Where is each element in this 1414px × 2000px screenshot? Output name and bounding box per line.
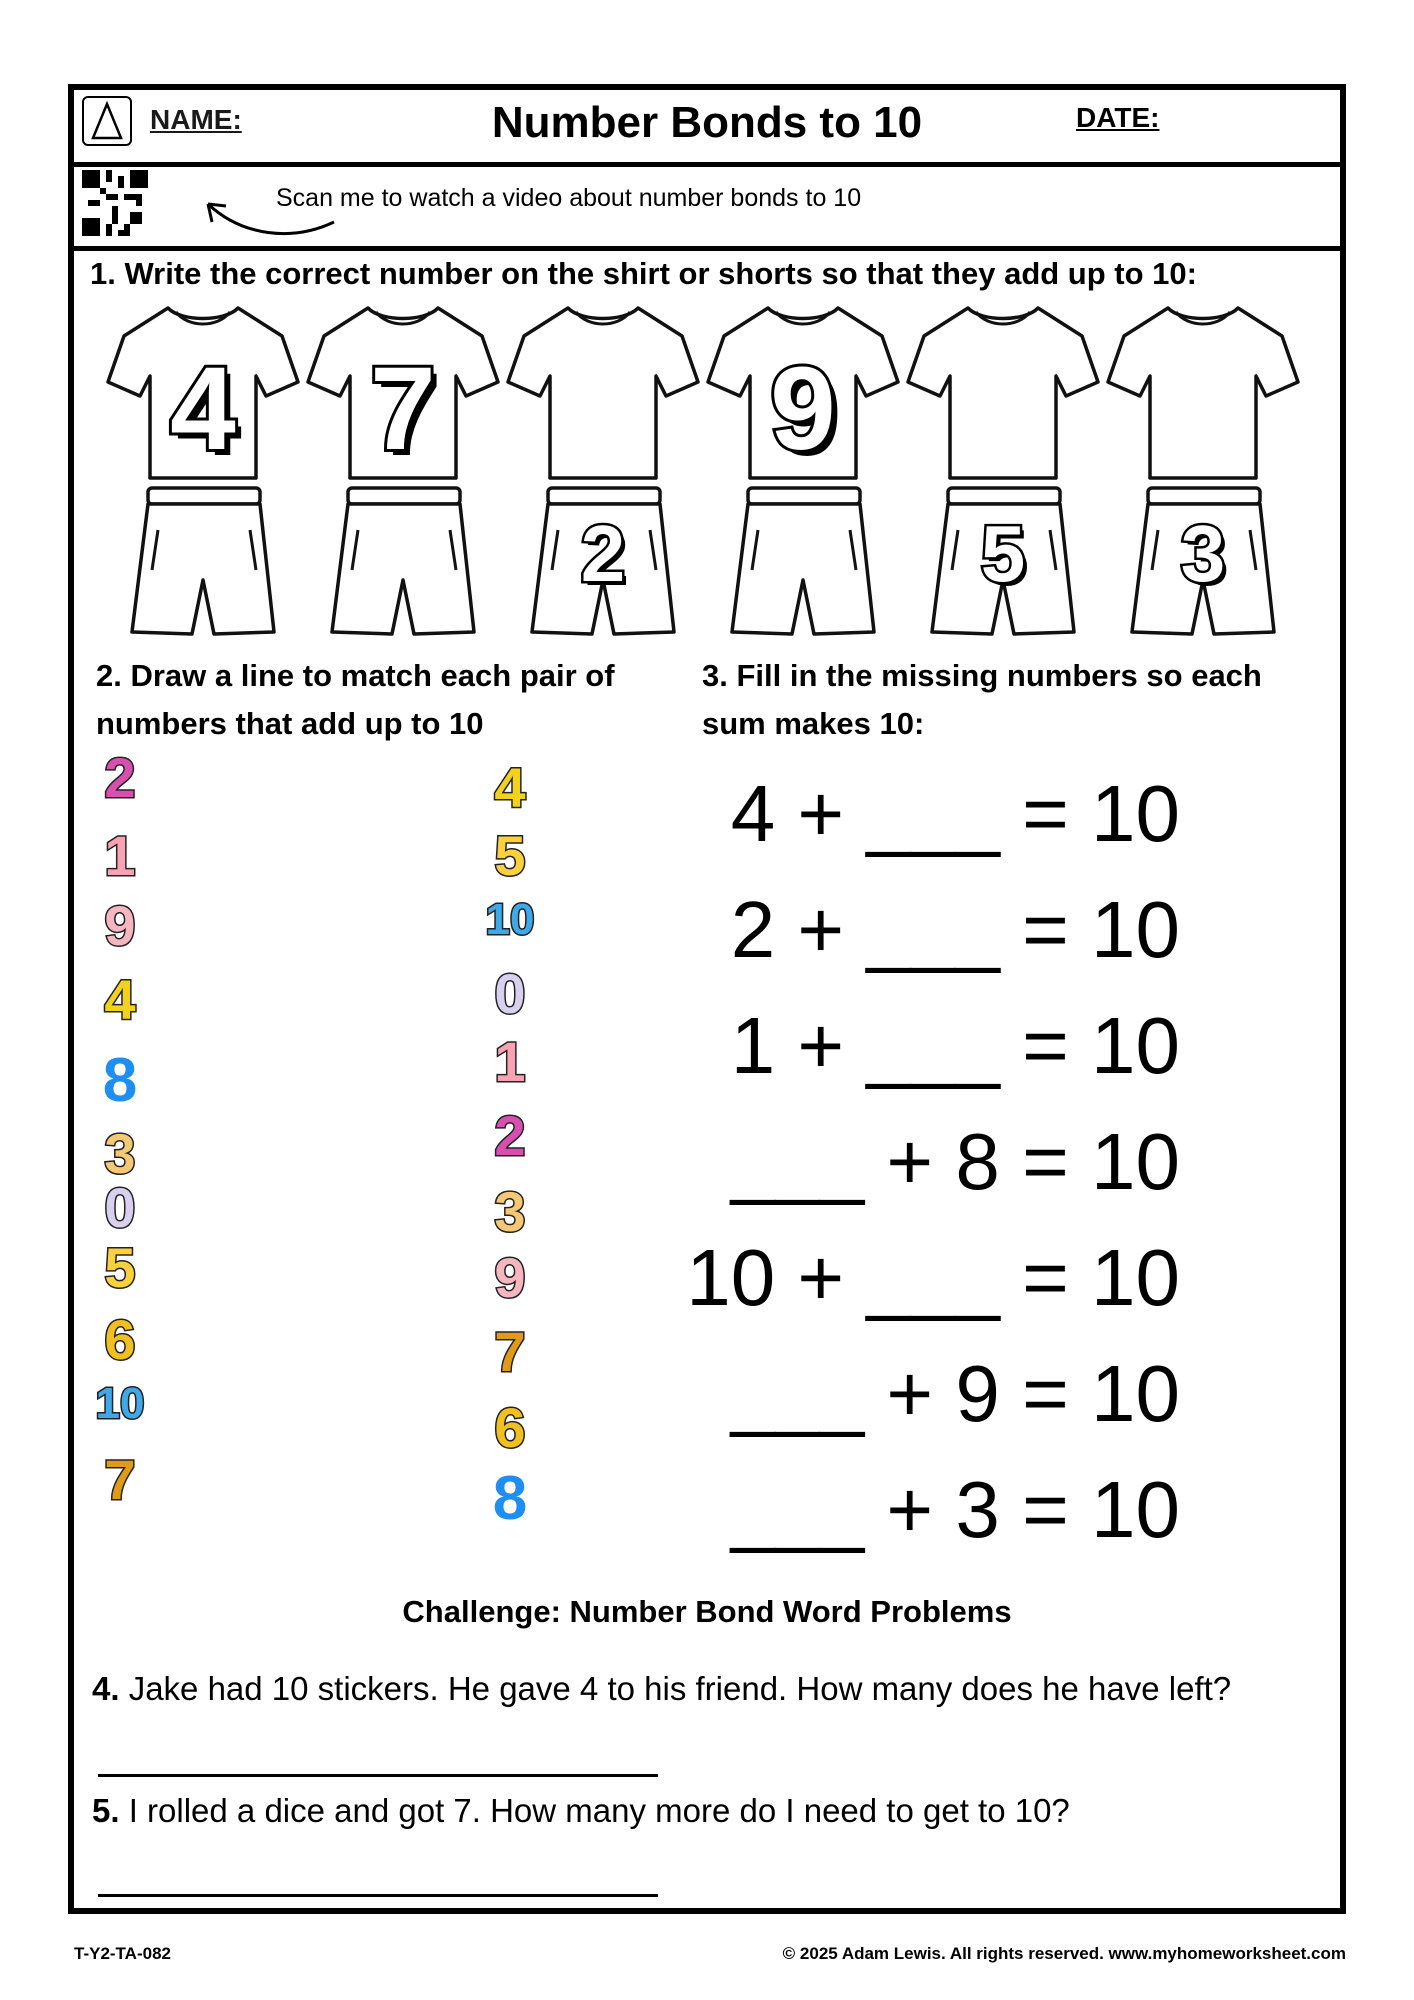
match-right-number[interactable]: 5 bbox=[494, 824, 526, 887]
shorts-number: 2 bbox=[580, 509, 626, 598]
match-left-number[interactable]: 3 bbox=[104, 1122, 136, 1185]
match-left-number[interactable]: 9 bbox=[104, 894, 136, 957]
match-left-number[interactable]: 6 bbox=[104, 1308, 136, 1371]
problem-number: 5. bbox=[92, 1792, 120, 1829]
challenge-title: Challenge: Number Bond Word Problems bbox=[402, 1594, 1012, 1629]
equation[interactable]: ___ + 8 = 10 bbox=[730, 1117, 1180, 1206]
kit-4 bbox=[706, 300, 900, 644]
match-right-number[interactable]: 1 bbox=[494, 1030, 526, 1093]
problem-text: I rolled a dice and got 7. How many more do I need to get to 10? bbox=[119, 1792, 1070, 1829]
equation[interactable]: 2 + ___ = 10 bbox=[730, 885, 1180, 974]
equation[interactable]: 1 + ___ = 10 bbox=[730, 1001, 1180, 1090]
scan-instruction: Scan me to watch a video about number bonds to 10 bbox=[276, 184, 862, 212]
shirt-number: 9 bbox=[770, 343, 836, 475]
worksheet-frame bbox=[68, 84, 1346, 1914]
match-right-number[interactable]: 4 bbox=[494, 756, 526, 819]
page-title: Number Bonds to 10 bbox=[491, 98, 923, 147]
answer-line-4[interactable] bbox=[98, 1774, 658, 1777]
question-1-prompt: 1. Write the correct number on the shirt or shorts so that they add up to 10: bbox=[90, 256, 1197, 291]
question-3-prompt: 3. Fill in the missing numbers so each sum makes 10: bbox=[702, 658, 1262, 741]
word-problem-5 bbox=[92, 1792, 1070, 1830]
match-left-number[interactable]: 8 bbox=[102, 1046, 138, 1115]
match-right-number[interactable]: 7 bbox=[494, 1320, 526, 1383]
kit-5 bbox=[906, 300, 1100, 644]
worksheet-code: T-Y2-TA-082 bbox=[74, 1944, 171, 1963]
match-right-number[interactable]: 0 bbox=[494, 962, 526, 1025]
date-label: DATE: bbox=[1076, 102, 1160, 133]
match-left-number[interactable]: 5 bbox=[104, 1236, 136, 1299]
match-left-number[interactable]: 7 bbox=[104, 1448, 136, 1511]
match-right-number[interactable]: 3 bbox=[494, 1180, 526, 1243]
kit-6 bbox=[1106, 300, 1300, 644]
shorts-number: 3 bbox=[1180, 509, 1226, 598]
shirt-number: 4 bbox=[170, 343, 236, 475]
copyright: © 2025 Adam Lewis. All rights reserved. www.myhomeworksheet.com bbox=[782, 1944, 1346, 1963]
match-left-number[interactable]: 4 bbox=[104, 968, 136, 1031]
question-2-prompt: 2. Draw a line to match each pair of numbers that add up to 10 bbox=[96, 658, 615, 741]
kit-3 bbox=[506, 300, 700, 644]
match-left-number[interactable]: 2 bbox=[104, 746, 136, 809]
equation[interactable]: ___ + 9 = 10 bbox=[730, 1349, 1180, 1438]
answer-line-5[interactable] bbox=[98, 1894, 658, 1897]
word-problem-4 bbox=[92, 1670, 1231, 1708]
qr-row bbox=[74, 162, 1340, 251]
match-right-number[interactable]: 6 bbox=[494, 1396, 526, 1459]
problem-number: 4. bbox=[92, 1670, 120, 1707]
match-right-number[interactable]: 8 bbox=[492, 1464, 528, 1533]
match-left-number[interactable]: 0 bbox=[104, 1176, 136, 1239]
match-left-number[interactable]: 10 bbox=[95, 1379, 145, 1428]
match-right-number[interactable]: 9 bbox=[494, 1246, 526, 1309]
name-label: NAME: bbox=[150, 104, 242, 135]
equation[interactable]: ___ + 3 = 10 bbox=[730, 1465, 1180, 1554]
equation[interactable]: 4 + ___ = 10 bbox=[730, 769, 1180, 858]
qr-code-icon[interactable] bbox=[82, 170, 148, 236]
kit-1 bbox=[106, 300, 300, 644]
shirt-number: 7 bbox=[370, 343, 436, 475]
match-left-number[interactable]: 1 bbox=[104, 824, 136, 887]
equation[interactable]: 10 + ___ = 10 bbox=[686, 1233, 1180, 1322]
problem-text: Jake had 10 stickers. He gave 4 to his friend. How many does he have left? bbox=[119, 1670, 1232, 1707]
match-right-number[interactable]: 2 bbox=[494, 1104, 526, 1167]
match-right-number[interactable]: 10 bbox=[485, 895, 535, 944]
header-row bbox=[74, 90, 1340, 167]
kit-2 bbox=[306, 300, 500, 644]
shorts-number: 5 bbox=[980, 509, 1026, 598]
